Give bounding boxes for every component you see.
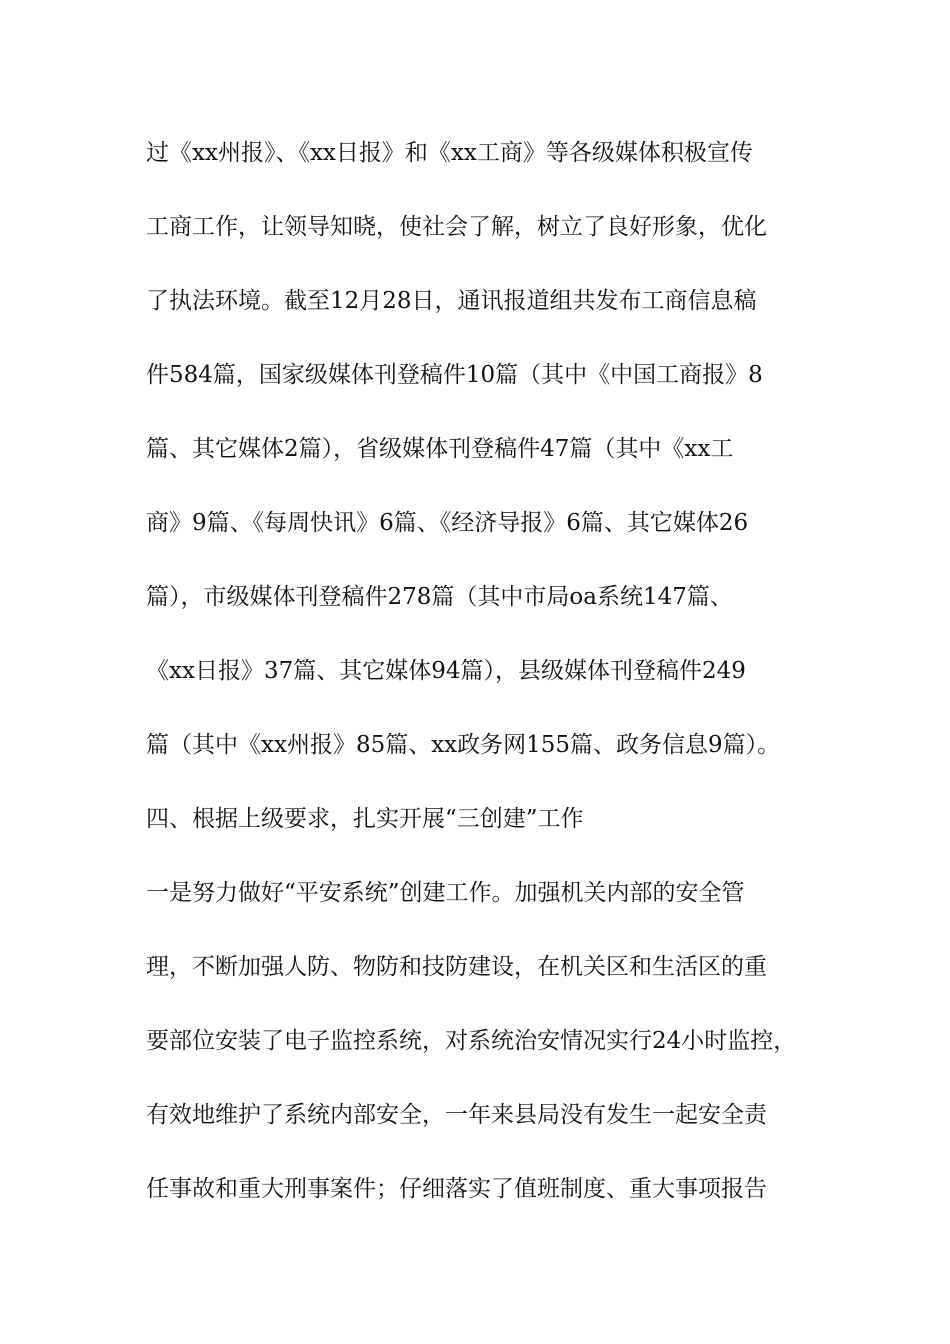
text-line-6: 商》9篇、《每周快讯》6篇、《经济导报》6篇、其它媒体26 — [146, 510, 749, 536]
text-line-2: 工商工作，让领导知晓，使社会了解，树立了良好形象，优化 — [146, 214, 767, 240]
text-line-7: 篇），市级媒体刊登稿件278篇（其中市局oa系统147篇、 — [146, 584, 733, 610]
text-line-9: 篇（其中《xx州报》85篇、xx政务网155篇、政务信息9篇）。 — [146, 732, 781, 758]
text-line-4: 件584篇，国家级媒体刊登稿件10篇（其中《中国工商报》8 — [146, 362, 763, 388]
text-line-12: 理，不断加强人防、物防和技防建设，在机关区和生活区的重 — [146, 954, 767, 980]
text-line-13: 要部位安装了电子监控系统，对系统治安情况实行24小时监控， — [146, 1028, 797, 1054]
text-line-3: 了执法环境。截至12月28日，通讯报道组共发布工商信息稿 — [146, 288, 757, 314]
text-line-15: 任事故和重大刑事案件；仔细落实了值班制度、重大事项报告 — [146, 1176, 767, 1202]
text-line-8: 《xx日报》37篇、其它媒体94篇），县级媒体刊登稿件249 — [146, 658, 746, 684]
section-heading: 四、根据上级要求，扎实开展“三创建”工作 — [146, 806, 584, 832]
text-line-14: 有效地维护了系统内部安全，一年来县局没有发生一起安全责 — [146, 1102, 767, 1128]
text-line-11: 一是努力做好“平安系统”创建工作。加强机关内部的安全管 — [146, 880, 745, 906]
text-line-1: 过《xx州报》、《xx日报》和《xx工商》等各级媒体积极宣传 — [146, 140, 753, 166]
text-line-5: 篇、其它媒体2篇），省级媒体刊登稿件47篇（其中《xx工 — [146, 436, 734, 462]
